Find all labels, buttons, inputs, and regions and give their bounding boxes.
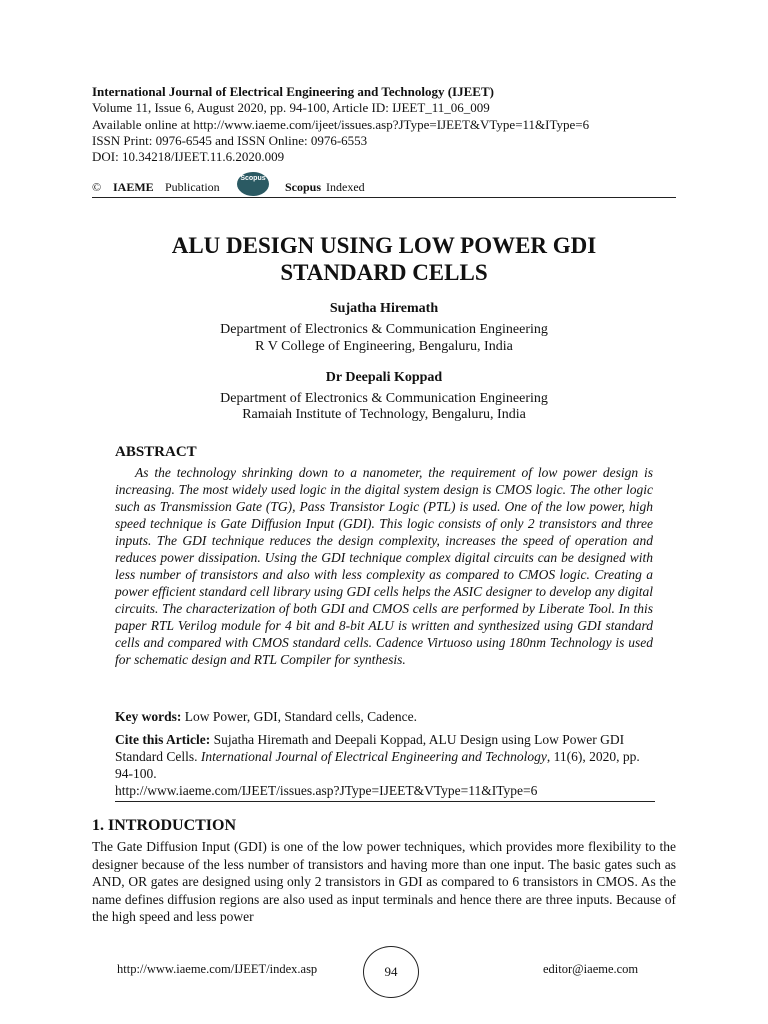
volume-line: Volume 11, Issue 6, August 2020, pp. 94-100, Article ID: IJEET_11_06_009 <box>92 100 490 115</box>
citation-authors-title: Sujatha Hiremath and Deepali Koppad, ALU Design using Low Power GDI Standard Cells. <box>115 732 625 764</box>
footer-url[interactable]: http://www.iaeme.com/IJEET/index.asp <box>117 962 318 976</box>
indexed-label: Indexed <box>326 180 365 194</box>
keywords-text: Low Power, GDI, Standard cells, Cadence. <box>181 709 418 724</box>
introduction-text: The Gate Diffusion Input (GDI) is one of the low power techniques, which provides more flexibility to the designer because of the less number of transistors and having more than one input. The basic gates such as AND, OR gates are designed using only 2 transistors in GDI as compared to 6 transistors in CMOS. As the name defines diffusion regions are also used as input terminals and hence there are three inputs. Because of the high speed and less power <box>92 839 676 924</box>
doi-line: DOI: 10.34218/IJEET.11.6.2020.009 <box>92 149 285 164</box>
author-inst-1: R V College of Engineering, Bengaluru, India <box>255 339 513 354</box>
introduction-heading: 1. INTRODUCTION <box>92 817 237 834</box>
citation-journal: International Journal of Electrical Engineering and Technology <box>200 749 547 764</box>
issn-line: ISSN Print: 0976-6545 and ISSN Online: 0976-6553 <box>92 133 368 148</box>
paper-title <box>92 232 676 286</box>
page-number: 94 <box>363 946 419 998</box>
author-name-1: Sujatha Hiremath <box>329 301 439 316</box>
author-dept-2: Department of Electronics & Communication Engineering <box>220 391 548 406</box>
author-dept-1: Department of Electronics & Communication Engineering <box>220 322 548 337</box>
scopus-label: Scopus <box>285 180 322 194</box>
journal-name: International Journal of Electrical Engineering and Technology (IJEET) <box>92 84 494 99</box>
citation-label: Cite this Article: <box>115 732 211 747</box>
keywords-label: Key words: <box>115 709 182 724</box>
available-online-line: Available online at http://www.iaeme.com/ijeet/issues.asp?JType=IJEET&VType=11&IType=6 <box>92 117 590 132</box>
abstract-heading: ABSTRACT <box>115 444 197 460</box>
author-name-2: Dr Deepali Koppad <box>325 370 443 385</box>
title-line-2: STANDARD CELLS <box>280 260 488 285</box>
scopus-logo-icon <box>237 172 269 196</box>
keywords <box>115 708 653 725</box>
title-line-1: ALU DESIGN USING LOW POWER GDI <box>171 233 597 258</box>
citation <box>115 731 653 799</box>
scopus-logo-text: Scopus <box>240 175 266 182</box>
citation-details: , 11(6), 2020, pp. 94-100. <box>115 749 640 781</box>
citation-url[interactable]: http://www.iaeme.com/IJEET/issues.asp?JType=IJEET&VType=11&IType=6 <box>115 783 538 798</box>
abstract-divider <box>115 801 655 802</box>
author-inst-2: Ramaiah Institute of Technology, Bengaluru, India <box>242 407 526 422</box>
header-divider <box>92 197 676 198</box>
publication-label: Publication <box>165 180 220 194</box>
copyright-symbol: © <box>92 180 102 194</box>
abstract-text: As the technology shrinking down to a nanometer, the requirement of low power design is increasing. The most widely used logic in the digital system design is CMOS logic. The other logic such as Transmission Gate (TG), Pass Transistor Logic (PTL) is used. One of the low power, high speed technique is Gate Diffusion Input (GDI). This logic consists of only 2 transistors and three inputs. The GDI technique reduces the design complexity, increases the speed of operation and reduces power dissipation. Using the GDI technique complex digital circuits can be designed with less number of transistors and also with less complexity as compared to CMOS logic. Creating a power efficient standard cell library using GDI cells helps the ASIC designer to develop any digital circuits. The characterization of both GDI and CMOS cells are performed by Liberate Tool. In this paper RTL Verilog module for 4 bit and 8-bit ALU is written and synthesized using GDI standard cells and compared with CMOS standard cells. Cadence Virtuoso using 180nm Technology is used for schematic design and RTL Compiler for synthesis. <box>115 465 653 667</box>
footer-email[interactable]: editor@iaeme.com <box>543 962 639 976</box>
publisher-name: IAEME <box>113 180 154 194</box>
